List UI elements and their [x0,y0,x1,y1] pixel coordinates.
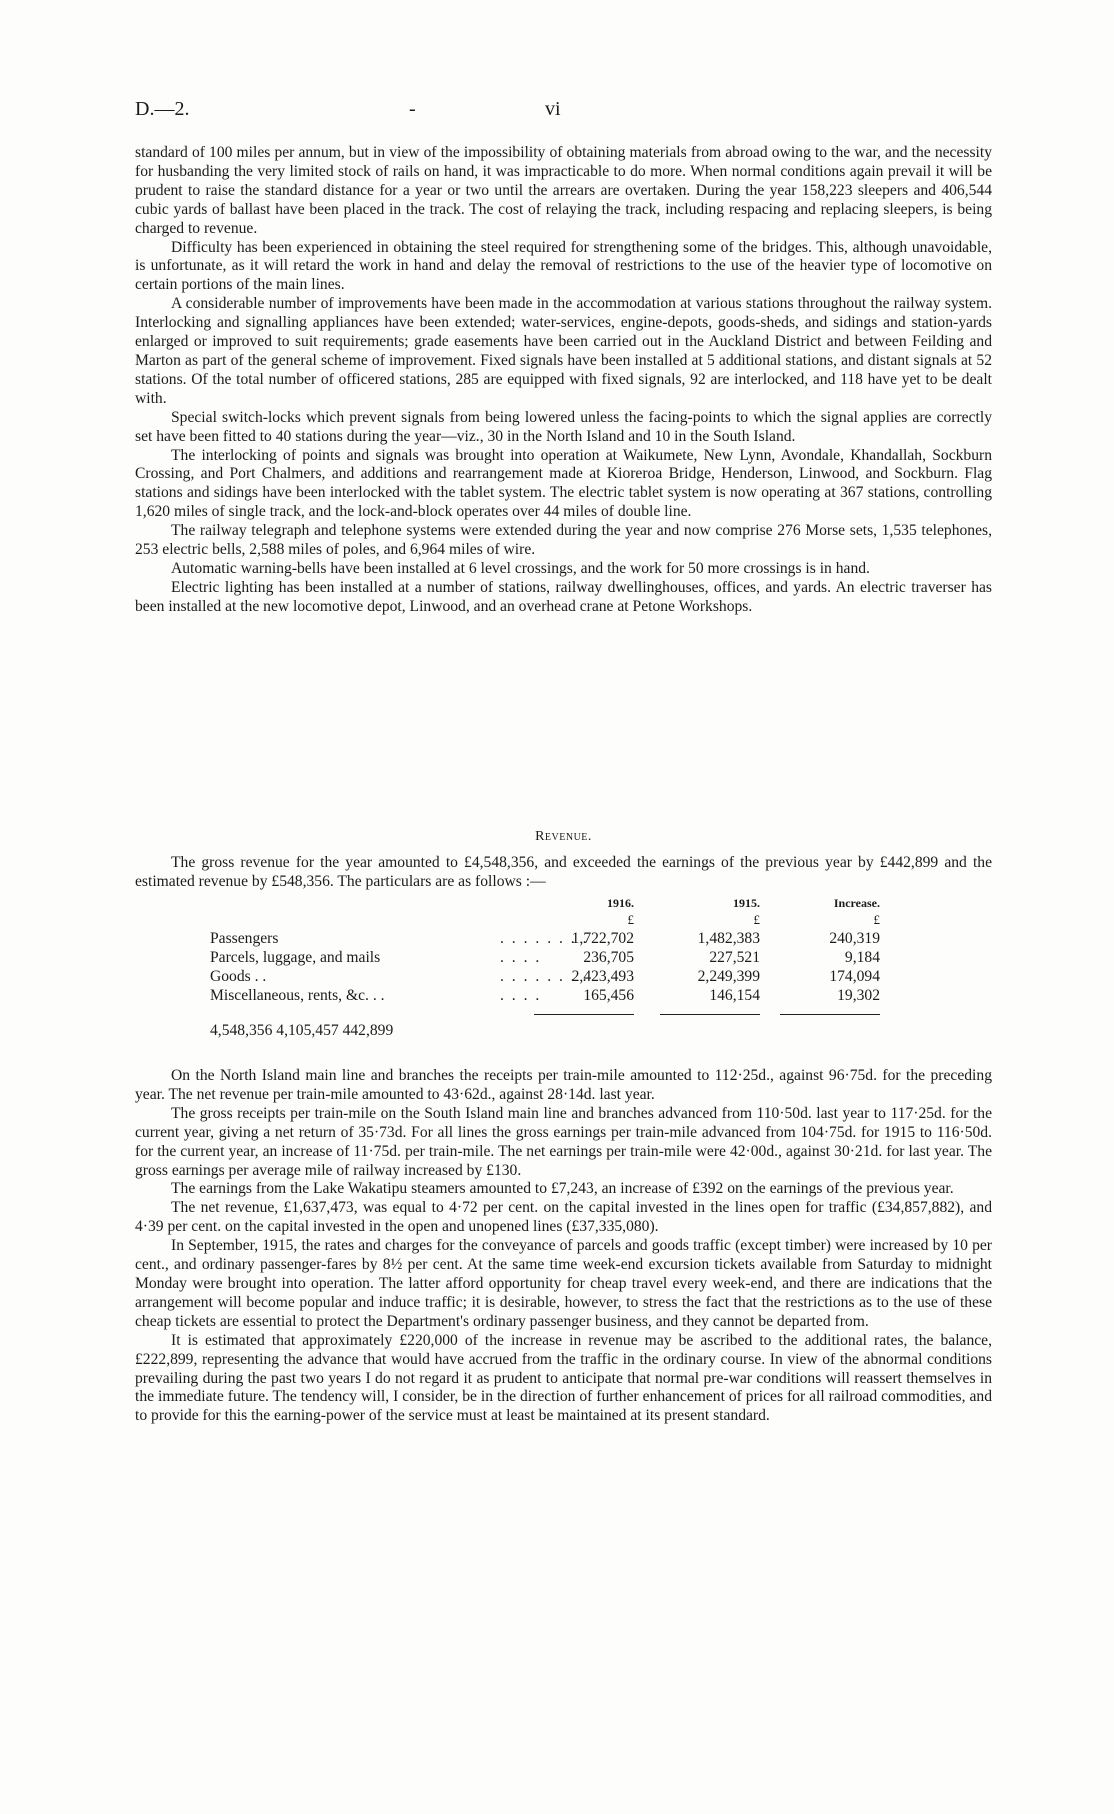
paragraph: standard of 100 miles per annum, but in view of the impossibility of obtaining materials from abroad owing to the war, and the necessity for husbanding the very limited stock of rails on hand, it was impracticable to do more. When normal conditions again prevail it will be prudent to raise the standard distance for a year or two until the arrears are overtaken. During the year 158,223 sleepers and 406,544 cubic yards of ballast have been placed in the track. The cost of relaying the track, including respacing and replacing sleepers, is being charged to revenue. [135,144,992,237]
row-label: Passengers [210,930,279,947]
paragraph: It is estimated that approximately £220,000 of the increase in revenue may be ascribed to the additional rates, the balance, £222,899, representing the advance that would have accrued from the traffic in the ordinary course. In view of the abnormal conditions prevailing during the past two years I do not regard it as prudent to anticipate that normal pre-war conditions will reassert themselves in the immediate future. The tendency will, I consider, be in the direction of further enhancement of prices for all railroad commodities, and to provide for this the earning-power of the service must at least be maintained at its present standard. [135,1331,992,1425]
column-header-increase: Increase. [833,896,880,910]
paragraph: The net revenue, £1,637,473, was equal to 4·72 per cent. on the capital invested in the lines open for traffic (£34,857,882), and 4·39 per cent. on the capital invested in the open and unopened lines (£37,335,080). [135,1199,992,1236]
total-1915: 4,105,457 [276,1022,339,1039]
rule-line [534,1014,634,1015]
total-1916: 4,548,356 [210,1022,273,1039]
cell-1915: 1,482,383 [697,930,760,947]
revenue-intro [135,854,992,892]
cell-1915: 227,521 [709,949,760,966]
row-label: Goods . . [210,968,267,985]
cell-increase: 174,094 [829,968,880,985]
document-reference: D.—2. [135,98,190,120]
revenue-table [210,896,930,1044]
rule-line [780,1014,880,1015]
cell-increase: 9,184 [844,949,880,966]
paragraph: The earnings from the Lake Wakatipu steamers amounted to £7,243, an increase of £392 on the earnings of the previous year. [171,1180,954,1198]
leader-dots: . . . . . . . . [500,968,589,985]
paragraph: The interlocking of points and signals was brought into operation at Waikumete, New Lynn, Avondale, Khandallah, Sockburn Crossing, and Port Chalmers, and additions and rearrangement made at Kioreroa Bridge, Henderson, Linwood, and Sockburn. Flag stations and sidings have been interlocked with the tablet system. The electric tablet system is now operating at 367 stations, controlling 1,620 miles of single track, and the lock-and-block operates over 44 miles of double line. [135,446,992,521]
header-dash: - [409,98,416,120]
currency-symbol: £ [873,912,880,927]
row-label: Miscellaneous, rents, &c. . . [210,987,385,1004]
column-header-1916: 1916. [607,896,634,910]
currency-symbol: £ [627,912,634,927]
paragraph: In September, 1915, the rates and charges for the conveyance of parcels and goods traffic (except timber) were increased by 10 per cent., and ordinary passenger-fares by 8½ per cent. At the same time week-end excursion tickets available from Saturday to midnight Monday were brought into operation. The latter afford opportunity for cheap travel every week-end, and there are indications that the arrangement will become popular and induce traffic; it is desirable, however, to stress the fact that the restrictions as to the use of these cheap tickets are essential to protect the Department's ordinary passenger business, and they cannot be departed from. [135,1237,992,1330]
paragraph: The railway telegraph and telephone systems were extended during the year and now comprise 276 Morse sets, 1,535 telephones, 253 electric bells, 2,588 miles of poles, and 6,964 miles of wire. [135,522,992,559]
paragraph: On the North Island main line and branches the receipts per train-mile amounted to 112·25d., against 96·75d. for the preceding year. The net revenue per train-mile amounted to 43·62d., against 28·14d. last year. [135,1067,992,1103]
table-row [210,968,930,987]
cell-increase: 19,302 [837,987,880,1004]
cell-increase: 240,319 [829,930,880,947]
cell-1916: 2,423,493 [571,968,634,985]
body-text-bottom [135,1067,992,1426]
cell-1916: 1,722,702 [571,930,634,947]
body-text-top [135,144,992,617]
leader-dots: . . . . . . . . [500,930,589,947]
section-title-revenue: Revenue. [535,829,592,844]
paragraph: Difficulty has been experienced in obtaining the steel required for strengthening some of the bridges. This, although unavoidable, is unfortunate, as it will retard the work in hand and delay the removal of restrictions to the use of the heavier type of locomotive on certain portions of the main lines. [135,238,992,294]
leader-dots: . . . . [500,949,542,966]
paragraph: The gross revenue for the year amounted to £4,548,356, and exceeded the earnings of the previous year by £442,899 and the estimated revenue by £548,356. The particulars are as follows :— [135,854,992,890]
cell-1915: 2,249,399 [697,968,760,985]
page-header [135,98,995,124]
total-increase: 442,899 [342,1022,394,1039]
cell-1916: 236,705 [583,949,634,966]
column-header-1915: 1915. [733,896,760,910]
table-row [210,930,930,949]
paragraph: Special switch-locks which prevent signals from being lowered unless the facing-points to which the signal applies are correctly set have been fitted to 40 stations during the year—viz., 30 in the North Island and 10 in the South Island. [135,408,992,445]
leader-dots: . . . . [500,987,542,1004]
cell-1916: 165,456 [583,987,634,1004]
rule-line [660,1014,760,1015]
cell-1915: 146,154 [709,987,760,1004]
paragraph: Electric lighting has been installed at a number of stations, railway dwellinghouses, offices, and yards. An electric traverser has been installed at the new locomotive depot, Linwood, and an overhead crane at Petone Workshops. [135,578,992,615]
table-header [210,896,930,930]
paragraph: A considerable number of improvements have been made in the accommodation at various stations throughout the railway system. Interlocking and signalling appliances have been extended; water-services, engine-depots, goods-sheds, and sidings and station-yards enlarged or improved to suit requirements; grade easements have been carried out in the Auckland District and between Feilding and Marton as part of the general scheme of improvement. Fixed signals have been installed at 5 additional stations, and distant signals at 52 stations. Of the total number of officered stations, 285 are equipped with fixed signals, 92 are interlocked, and 118 have yet to be dealt with. [135,295,992,407]
paragraph: Automatic warning-bells have been installed at 6 level crossings, and the work for 50 more crossings is in hand. [171,559,870,577]
total-rule [210,1006,930,1022]
table-row [210,949,930,968]
page-number: vi [545,98,561,120]
row-label: Parcels, luggage, and mails [210,949,381,966]
table-row [210,987,930,1006]
table-total-row [210,1022,930,1044]
currency-symbol: £ [753,912,760,927]
paragraph: The gross receipts per train-mile on the South Island main line and branches advanced from 110·50d. last year to 117·25d. for the current year, giving a net return of 35·73d. For all lines the gross earnings per train-mile advanced from 104·75d. for 1915 to 116·50d. for the current year, an increase of 11·75d. per train-mile. The net earnings per train-mile were 42·00d., against 30·21d. for last year. The gross earnings per average mile of railway increased by £130. [135,1104,992,1179]
